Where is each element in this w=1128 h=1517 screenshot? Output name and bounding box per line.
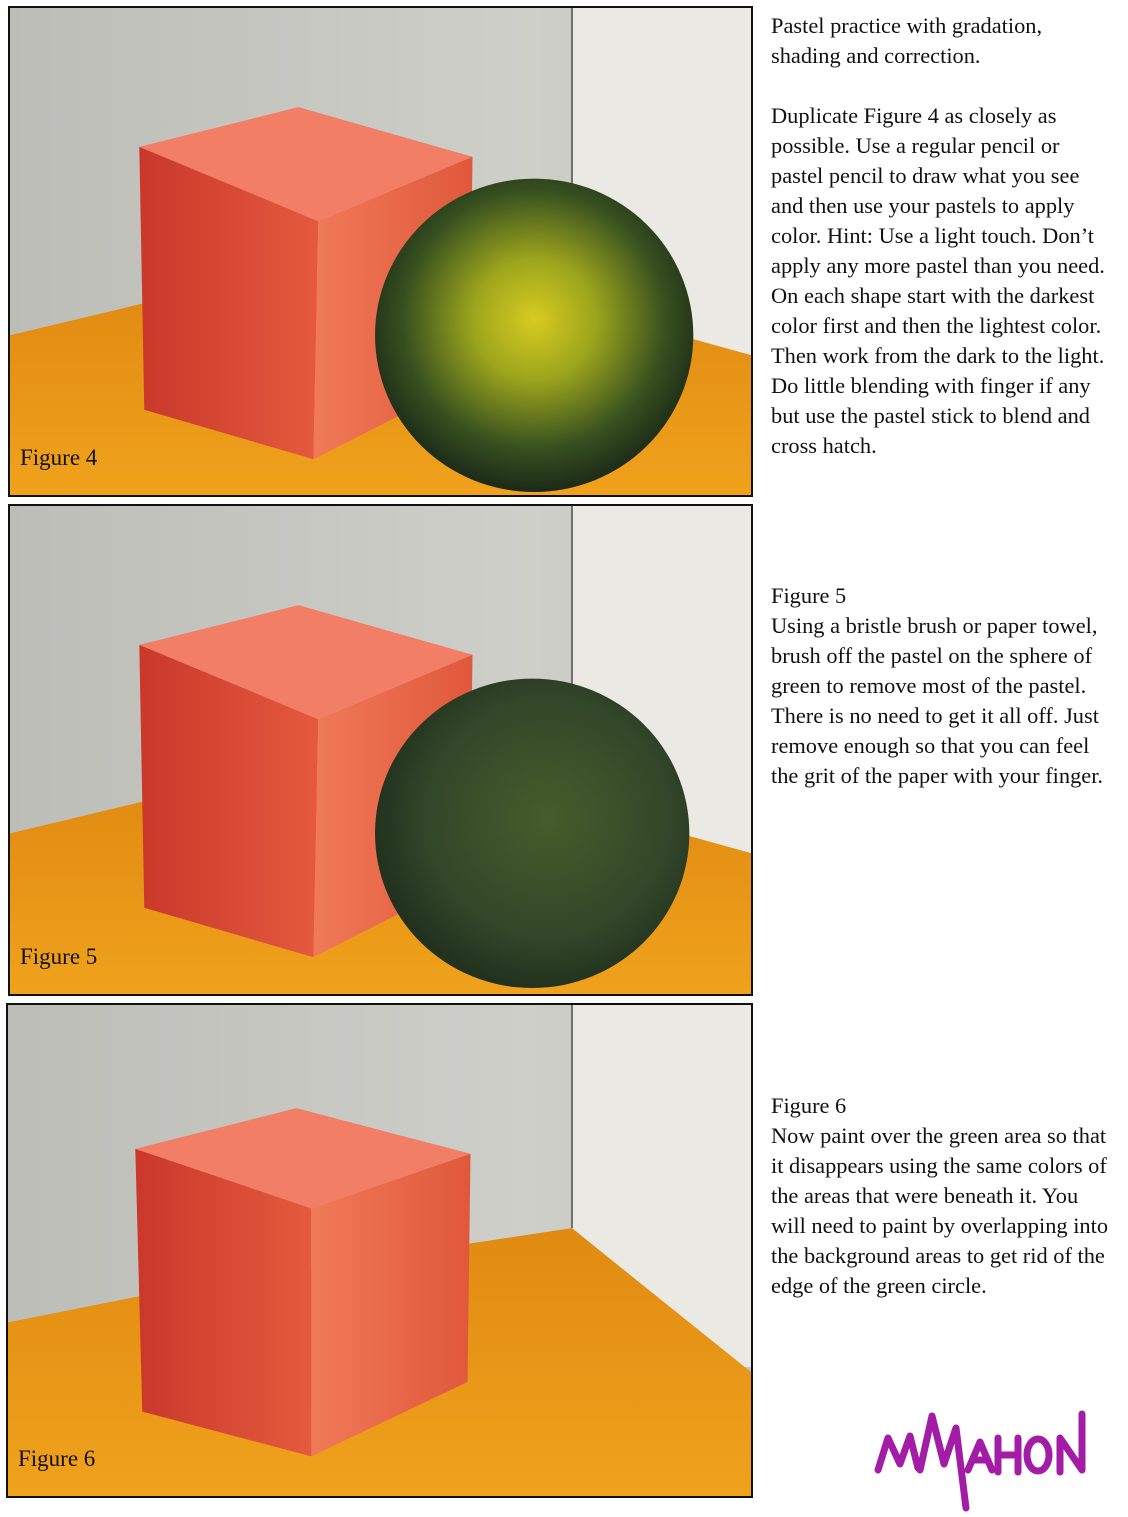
figure-4-image <box>8 6 753 497</box>
figure-6-body: Now paint over the green area so that it disappears using the same colors of the areas that were beneath it. You will need to paint by overlapping into the background areas to get rid of the edge of the green circle. <box>771 1123 1109 1298</box>
figure-6-description <box>771 1091 1116 1301</box>
figure-6-image <box>6 1003 753 1498</box>
figure-5-heading: Figure 5 <box>771 583 847 608</box>
still-life-painting <box>8 1005 751 1496</box>
figure-6-heading: Figure 6 <box>771 1093 847 1118</box>
still-life-painting <box>10 8 751 495</box>
green-sphere <box>375 179 693 492</box>
artist-signature <box>870 1408 1100 1513</box>
brushed-sphere <box>375 679 689 988</box>
intro-title: Pastel practice with gradation, shading and correction. <box>771 13 1043 68</box>
figure-5-description <box>771 581 1116 791</box>
intro-body: Duplicate Figure 4 as closely as possible. Use a regular pencil or pastel pencil to draw what you see and then use your pastels to apply color. Hint: Use a light touch. Don’t apply any more pastel than you need. On each shape start with the darkest color first and then the lightest color. Then work from the dark to the light. Do little blending with finger if any but use the pastel stick to blend and cross hatch. <box>771 103 1105 458</box>
figure-label: Figure 6 <box>18 1446 96 1471</box>
figure-label: Figure 5 <box>20 944 98 969</box>
still-life-painting <box>10 506 751 994</box>
figure-label: Figure 4 <box>20 445 98 470</box>
figure-5-body: Using a bristle brush or paper towel, brush off the pastel on the sphere of green to remove most of the pastel. There is no need to get it all off. Just remove enough so that you can feel the grit of the paper with your finger. <box>771 613 1104 788</box>
intro-text <box>771 11 1116 491</box>
figure-5-image <box>8 504 753 996</box>
